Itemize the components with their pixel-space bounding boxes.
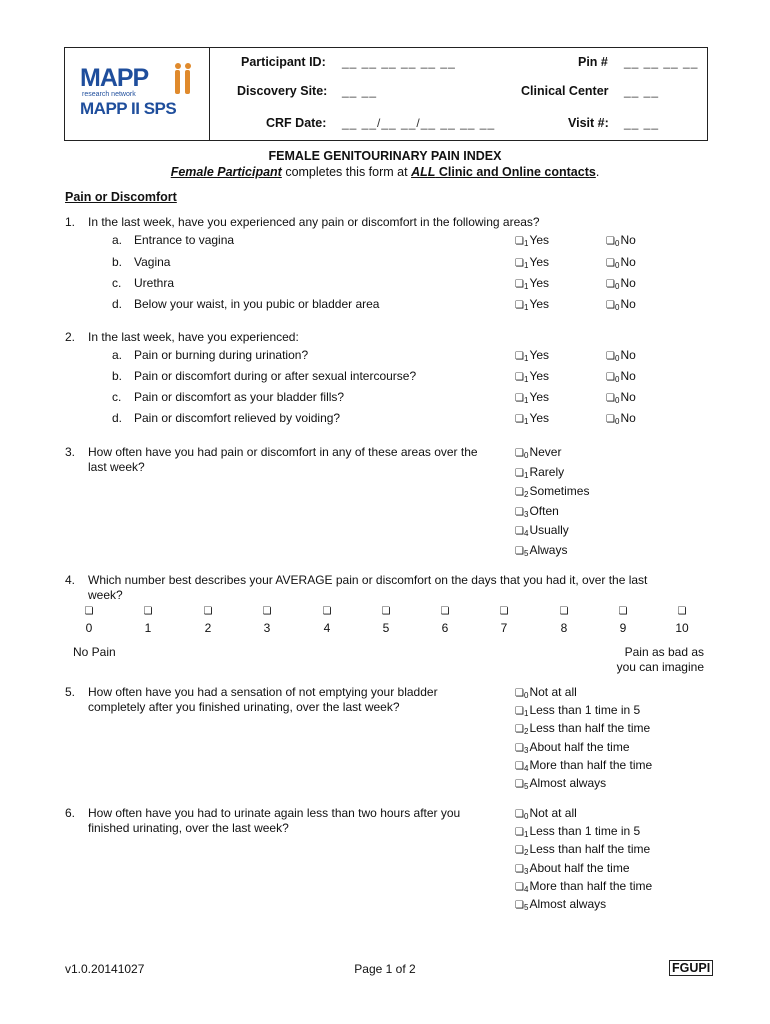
checkbox-icon[interactable]: ❏ [606,372,615,383]
option-label: About half the time [529,739,630,754]
checkbox-icon[interactable]: ❏ [606,236,615,247]
q4-number: 4. [65,573,76,587]
q5-option[interactable] [515,740,630,755]
q3-line2: last week? [88,460,145,474]
q2-item-letter: c. [112,390,122,404]
yes-label: Yes [529,297,550,311]
q1-no-option[interactable] [606,297,636,312]
form-title: FEMALE GENITOURINARY PAIN INDEX [268,149,502,163]
pain-scale-number: 9 [619,621,627,635]
pain-scale-option[interactable] [492,603,516,635]
q3-option[interactable] [515,504,559,519]
pain-scale-number: 7 [500,621,508,635]
option-label: More than half the time [529,757,653,772]
clinical-center-label: Clinical Center [521,84,609,98]
q6-option[interactable] [515,824,640,839]
checkbox-icon[interactable]: ❏ [515,845,524,857]
q2-item-text: Pain or discomfort as your bladder fills? [134,390,345,404]
option-label: Almost always [529,776,607,790]
participant-id-label: Participant ID: [241,55,326,69]
option-code: 0 [524,812,529,821]
q1-yes-option[interactable] [515,276,549,291]
checkbox-icon[interactable]: ❏ [677,606,687,617]
pain-scale-option[interactable] [552,603,576,635]
option-code: 0 [524,691,529,700]
q2-no-option[interactable] [606,411,636,426]
checkbox-icon[interactable]: ❏ [515,881,524,893]
instruction-text: completes this form at [281,165,412,179]
logo-title: MAPP [80,64,149,92]
checkbox-icon[interactable]: ❏ [606,414,615,425]
q1-item-text: Urethra [134,276,175,290]
checkbox-icon[interactable]: ❏ [515,546,524,557]
option-code: 1 [524,303,529,312]
pain-scale-option[interactable] [196,603,220,635]
q3-option[interactable] [515,465,564,480]
q1-yes-option[interactable] [515,255,549,270]
pain-scale-option[interactable] [255,603,279,635]
visit-field[interactable]: __ __ [624,116,660,130]
checkbox-icon[interactable]: ❏ [515,506,524,518]
option-code: 1 [524,354,529,363]
option-code: 1 [524,239,529,248]
option-code: 0 [615,375,620,384]
q2-number: 2. [65,330,76,344]
pain-scale-option[interactable] [374,603,398,635]
checkbox-icon[interactable]: ❏ [606,258,615,269]
option-label: Often [529,503,559,518]
pain-scale-option[interactable] [670,603,694,635]
option-label: Almost always [529,897,607,911]
checkbox-icon[interactable]: ❏ [322,606,332,617]
q3-option[interactable] [515,523,569,538]
logo-subtitle: research network [82,91,136,98]
option-label: Always [529,543,568,557]
no-label: No [620,390,636,404]
option-code: 2 [524,848,529,858]
option-code: 5 [524,903,529,912]
checkbox-icon[interactable]: ❏ [618,606,628,617]
option-label: Not at all [529,685,577,699]
q1-item-text: Entrance to vagina [134,233,235,247]
checkbox-icon[interactable]: ❏ [515,742,524,754]
q5-option[interactable] [515,703,640,718]
q4-high-anchor-line1: Pain as bad as [624,645,704,659]
no-label: No [620,411,636,425]
checkbox-icon[interactable]: ❏ [515,900,524,911]
q5-number: 5. [65,685,76,699]
q5-line2: completely after you finished urinating, over the last week? [88,700,400,714]
checkbox-icon[interactable]: ❏ [84,606,94,617]
q2-item-text: Pain or burning during urination? [134,348,309,362]
checkbox-icon[interactable]: ❏ [515,300,524,311]
checkbox-icon[interactable]: ❏ [606,300,615,311]
checkbox-icon[interactable]: ❏ [606,393,615,404]
option-code: 4 [524,884,529,894]
option-code: 2 [524,727,529,737]
option-code: 1 [524,830,529,840]
header-divider [209,47,210,141]
q4-high-anchor-line2: you can imagine [616,660,704,674]
checkbox-icon[interactable]: ❏ [515,351,524,362]
q2-yes-option[interactable] [515,390,549,405]
option-code: 3 [524,509,529,519]
pain-scale-option[interactable] [136,603,160,635]
q1-yes-option[interactable] [515,297,549,312]
option-label: Rarely [529,464,565,479]
q4-line1: Which number best describes your AVERAGE pain or discomfort on the days that you had it, over the last [88,573,648,587]
section-heading: Pain or Discomfort [65,190,177,204]
option-code: 1 [524,709,529,719]
checkbox-icon[interactable]: ❏ [515,809,524,820]
q2-no-option[interactable] [606,348,636,363]
no-label: No [620,276,636,290]
checkbox-icon[interactable]: ❏ [606,279,615,290]
checkbox-icon[interactable]: ❏ [515,487,524,499]
option-label: Less than half the time [529,842,651,857]
checkbox-icon[interactable]: ❏ [143,606,153,617]
q5-option[interactable] [515,685,577,700]
checkbox-icon[interactable]: ❏ [203,606,213,617]
q2-text: In the last week, have you experienced: [88,330,299,344]
q6-line2: finished urinating, over the last week? [88,821,289,835]
q1-item-letter: c. [112,276,122,290]
footer-version: v1.0.20141027 [65,962,145,976]
option-code: 0 [615,396,620,405]
q5-line1: How often have you had a sensation of not emptying your bladder [88,685,438,699]
q6-option[interactable] [515,897,606,912]
checkbox-icon[interactable]: ❏ [515,863,524,875]
option-label: Not at all [529,806,577,820]
q1-item-letter: b. [112,255,123,269]
q1-item-text: Below your waist, in you pubic or bladder area [134,297,380,311]
q2-yes-option[interactable] [515,369,549,384]
form-instruction [0,165,770,179]
option-label: Sometimes [529,484,590,499]
checkbox-icon[interactable]: ❏ [515,827,524,839]
checkbox-icon[interactable]: ❏ [515,258,524,269]
checkbox-icon[interactable]: ❏ [559,606,569,617]
no-label: No [620,369,636,383]
pain-scale-option[interactable] [433,603,457,635]
checkbox-icon[interactable]: ❏ [515,393,524,404]
option-code: 1 [524,417,529,426]
option-code: 1 [524,375,529,384]
pain-scale-number: 6 [441,621,449,635]
q5-option[interactable] [515,758,652,773]
q3-option[interactable] [515,543,567,558]
checkbox-icon[interactable]: ❏ [440,606,450,617]
checkbox-icon[interactable]: ❏ [262,606,272,617]
checkbox-icon[interactable]: ❏ [606,351,615,362]
pain-scale-number: 0 [85,621,93,635]
q6-number: 6. [65,806,76,820]
q2-no-option[interactable] [606,390,636,405]
checkbox-icon[interactable]: ❏ [515,706,524,718]
footer-form-code: FGUPI [669,960,713,976]
yes-label: Yes [529,390,550,404]
option-code: 5 [524,782,529,791]
q6-option[interactable] [515,806,577,821]
option-code: 0 [615,282,620,291]
participant-id-field[interactable]: __ __ __ __ __ __ [342,55,456,69]
q6-line1: How often have you had to urinate again less than two hours after you [88,806,461,820]
q3-option[interactable] [515,445,561,460]
no-label: No [620,255,636,269]
checkbox-icon[interactable]: ❏ [499,606,509,617]
option-code: 2 [524,490,529,500]
checkbox-icon[interactable]: ❏ [515,448,524,459]
q1-item-letter: a. [112,233,123,247]
pain-scale-number: 10 [675,621,689,635]
q5-option[interactable] [515,721,650,736]
yes-label: Yes [529,369,550,383]
option-code: 1 [524,261,529,270]
option-code: 0 [524,451,529,460]
option-label: Never [529,445,562,459]
checkbox-icon[interactable]: ❏ [515,724,524,736]
q2-item-text: Pain or discomfort during or after sexual intercourse? [134,369,417,383]
instruction-all: ALL [411,165,436,179]
q2-item-letter: a. [112,348,123,362]
option-label: Less than 1 time in 5 [529,824,641,839]
option-code: 3 [524,866,529,876]
q1-no-option[interactable] [606,276,636,291]
option-label: About half the time [529,860,630,875]
checkbox-icon[interactable]: ❏ [515,526,524,538]
q1-number: 1. [65,215,76,229]
option-code: 0 [615,354,620,363]
pain-scale-number: 8 [560,621,568,635]
instruction-participant: Female Participant [170,165,282,179]
instruction-contacts: Clinic and Online contacts [435,165,596,179]
q6-option[interactable] [515,879,652,894]
no-label: No [620,348,636,362]
q2-item-text: Pain or discomfort relieved by voiding? [134,411,341,425]
q1-item-letter: d. [112,297,123,311]
pain-scale-option[interactable] [315,603,339,635]
q5-option[interactable] [515,776,606,791]
instruction-period: . [595,165,600,179]
option-code: 3 [524,745,529,755]
pin-field[interactable]: __ __ __ __ [624,55,699,69]
q3-line1: How often have you had pain or discomfort in any of these areas over the [88,445,478,459]
no-label: No [620,233,636,247]
logo-program: MAPP II SPS [80,99,177,118]
no-label: No [620,297,636,311]
checkbox-icon[interactable]: ❏ [515,414,524,425]
pain-scale-option[interactable] [611,603,635,635]
crf-date-label: CRF Date: [266,116,327,130]
option-code: 4 [524,763,529,773]
q4-line2: week? [88,588,123,602]
q1-item-text: Vagina [134,255,171,269]
discovery-site-field[interactable]: __ __ [342,84,378,98]
option-label: Less than 1 time in 5 [529,703,641,718]
yes-label: Yes [529,233,550,247]
mapp-logo [78,62,203,124]
pin-label: Pin # [578,55,608,69]
checkbox-icon[interactable]: ❏ [515,779,524,790]
clinical-center-field[interactable]: __ __ [624,84,660,98]
q6-option[interactable] [515,842,650,857]
option-code: 1 [524,282,529,291]
yes-label: Yes [529,411,550,425]
checkbox-icon[interactable]: ❏ [515,236,524,247]
option-code: 0 [615,303,620,312]
option-label: Less than half the time [529,721,651,736]
q6-option[interactable] [515,861,630,876]
q1-no-option[interactable] [606,255,636,270]
option-code: 1 [524,470,529,480]
q1-text: In the last week, have you experienced any pain or discomfort in the following areas? [88,215,540,229]
q3-option[interactable] [515,484,589,499]
checkbox-icon[interactable]: ❏ [381,606,391,617]
yes-label: Yes [529,348,550,362]
option-code: 0 [615,239,620,248]
q1-yes-option[interactable] [515,233,549,248]
checkbox-icon[interactable]: ❏ [515,760,524,772]
q2-item-letter: b. [112,369,123,383]
visit-label: Visit #: [568,116,609,130]
q2-item-letter: d. [112,411,123,425]
pain-scale-number: 4 [323,621,331,635]
pain-scale-number: 3 [263,621,271,635]
pain-scale-number: 2 [204,621,212,635]
checkbox-icon[interactable]: ❏ [515,688,524,699]
q2-no-option[interactable] [606,369,636,384]
footer-page: Page 1 of 2 [354,962,416,976]
option-label: Usually [529,523,569,538]
yes-label: Yes [529,255,550,269]
option-code: 1 [524,396,529,405]
q4-low-anchor: No Pain [73,645,116,659]
pain-scale-option[interactable] [77,603,101,635]
pain-scale-number: 5 [382,621,390,635]
yes-label: Yes [529,276,550,290]
q1-no-option[interactable] [606,233,636,248]
option-code: 4 [524,529,529,539]
checkbox-icon[interactable]: ❏ [515,467,524,479]
checkbox-icon[interactable]: ❏ [515,372,524,383]
checkbox-icon[interactable]: ❏ [515,279,524,290]
option-code: 0 [615,261,620,270]
q2-yes-option[interactable] [515,411,549,426]
logo-figures-icon [172,62,196,96]
pain-scale-number: 1 [144,621,152,635]
q2-yes-option[interactable] [515,348,549,363]
q3-number: 3. [65,445,76,459]
crf-date-field[interactable]: __ __/__ __/__ __ __ __ [342,116,496,130]
discovery-site-label: Discovery Site: [237,84,328,98]
option-code: 5 [524,549,529,558]
option-code: 0 [615,417,620,426]
option-label: More than half the time [529,878,653,893]
